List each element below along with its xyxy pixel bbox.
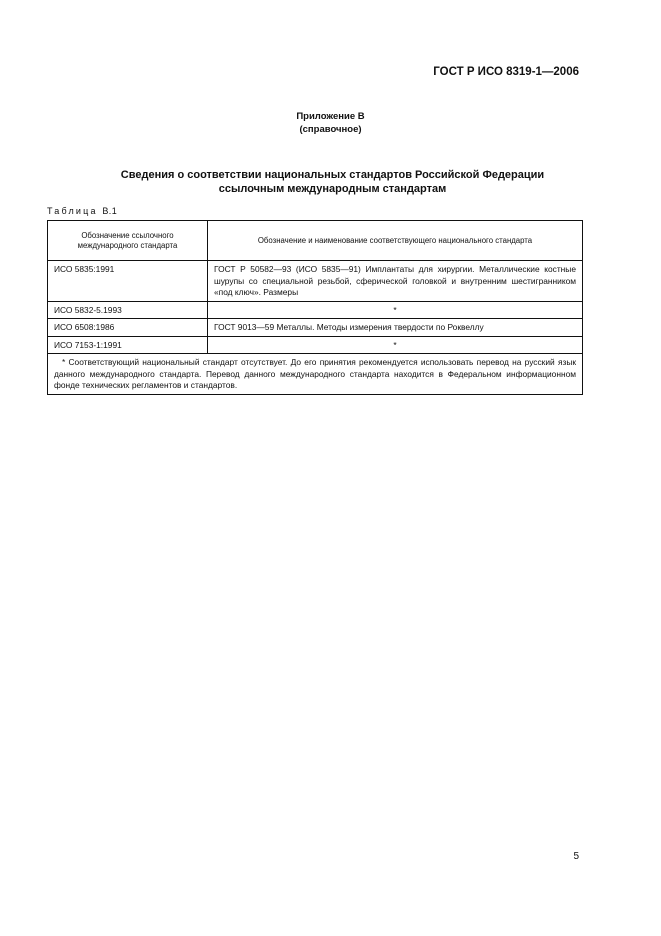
cell-national: ГОСТ Р 50582—93 (ИСО 5835—91) Имплантаты для хирургии. Металлические костные шурупы со специальной резьбой, сферической головкой и внутренним шестигранником «под ключ». Размеры — [208, 261, 583, 302]
table-footnote-row — [48, 354, 583, 395]
table-caption-prefix: Таблица — [47, 206, 98, 216]
title-line-1: Сведения о соответствии национальных стандартов Российской Федерации — [120, 169, 545, 181]
table-footnote: * Соответствующий национальный стандарт отсутствует. До его принятия рекомендуется использовать перевод на русский язык данного международного стандарта. Перевод данного международного стандарта находится в Федеральном информационном фонде технических регламентов и стандартов. — [48, 354, 583, 395]
cell-ref: ИСО 6508:1986 — [48, 319, 208, 337]
page-title — [60, 168, 605, 196]
appendix-title: Приложение В — [296, 111, 365, 122]
table-header-row — [48, 221, 583, 261]
table-caption — [47, 206, 117, 216]
table-row — [48, 319, 583, 337]
page-number: 5 — [573, 851, 579, 862]
cell-ref: ИСО 7153-1:1991 — [48, 336, 208, 354]
appendix-heading — [0, 110, 661, 136]
cell-ref: ИСО 5832-5.1993 — [48, 301, 208, 319]
appendix-subtitle: (справочное) — [299, 124, 362, 135]
header-national-standard: Обозначение и наименование соответствующего национального стандарта — [208, 221, 583, 261]
document-code: ГОСТ Р ИСО 8319-1—2006 — [433, 66, 579, 78]
cell-ref: ИСО 5835:1991 — [48, 261, 208, 302]
cell-national: * — [208, 301, 583, 319]
header-ref-standard: Обозначение ссылочного международного стандарта — [48, 221, 208, 261]
table-row — [48, 336, 583, 354]
standards-table — [47, 220, 583, 395]
table-row — [48, 301, 583, 319]
cell-national: * — [208, 336, 583, 354]
cell-national: ГОСТ 9013—59 Металлы. Методы измерения твердости по Роквеллу — [208, 319, 583, 337]
table-caption-number: В.1 — [102, 206, 118, 216]
table-row — [48, 261, 583, 302]
title-line-2: ссылочным международным стандартам — [218, 183, 447, 195]
